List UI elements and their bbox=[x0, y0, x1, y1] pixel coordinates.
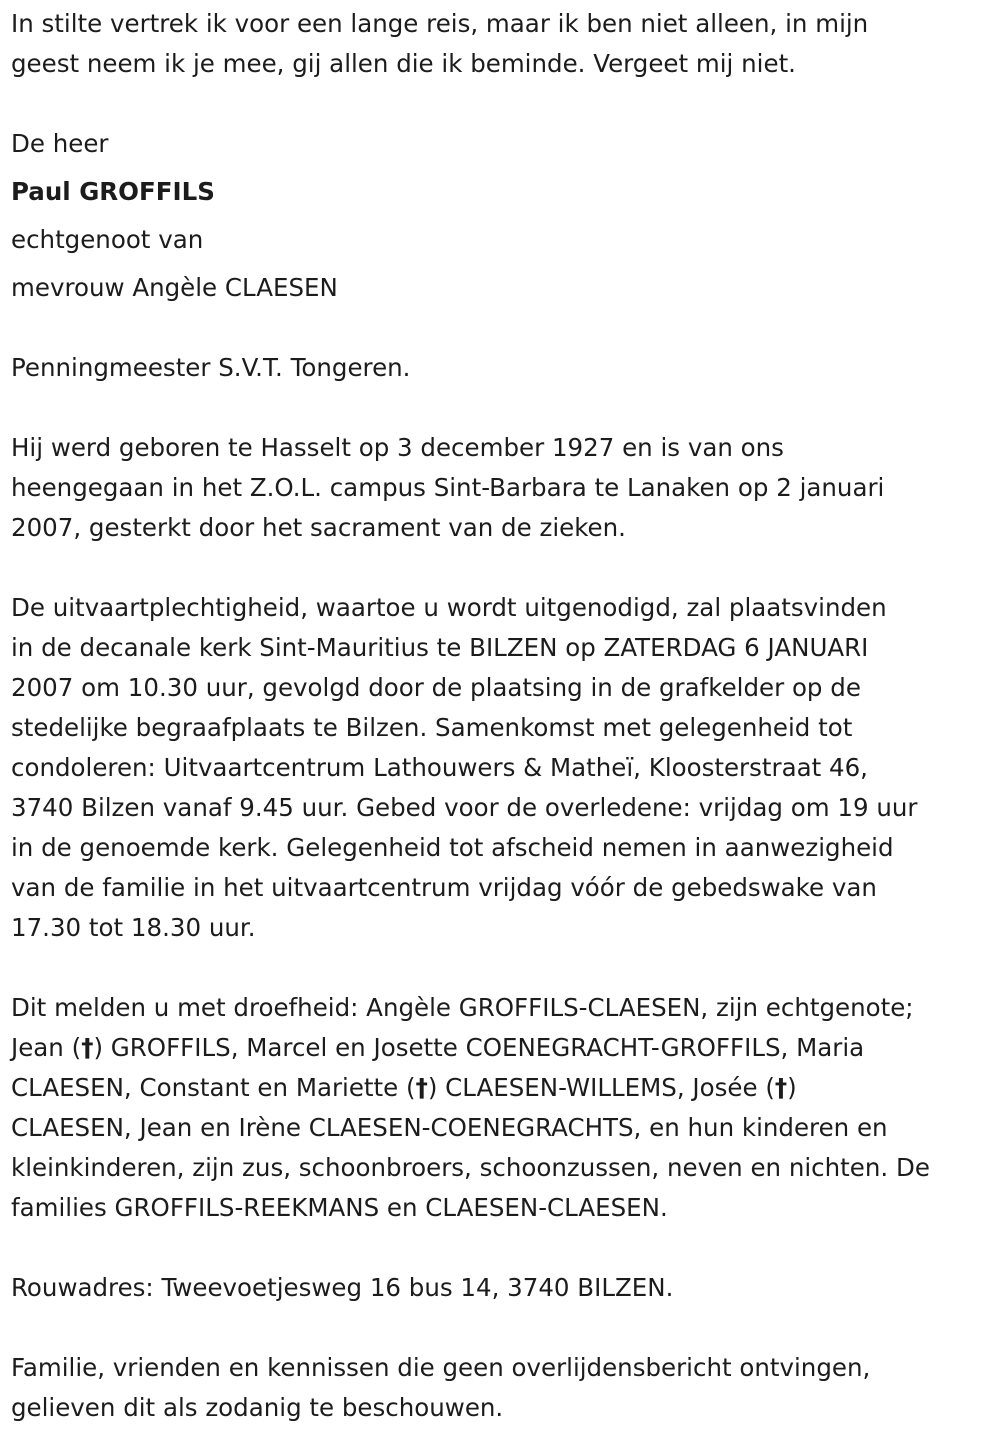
spacer bbox=[11, 84, 993, 124]
spacer bbox=[11, 308, 993, 348]
closing-line: gelieven dit als zodanig te beschouwen. bbox=[11, 1393, 504, 1422]
family-text: Jean ( bbox=[11, 1033, 82, 1062]
family-line: CLAESEN, Jean en Irène CLAESEN-COENEGRACHTS, en hun kinderen en bbox=[11, 1113, 888, 1142]
family-text: ) GROFFILS, Marcel en Josette COENEGRACHT-GROFFILS, Maria bbox=[93, 1033, 865, 1062]
salutation: De heer bbox=[11, 129, 109, 158]
cross-icon: † bbox=[774, 1073, 788, 1102]
ceremony-line: in de genoemde kerk. Gelegenheid tot afscheid nemen in aanwezigheid bbox=[11, 833, 894, 862]
spacer bbox=[11, 388, 993, 428]
family-line: Dit melden u met droefheid: Angèle GROFFILS-CLAESEN, zijn echtgenote; bbox=[11, 993, 914, 1022]
cross-icon: † bbox=[81, 1033, 94, 1062]
ceremony-line: in de decanale kerk Sint-Mauritius te BILZEN op ZATERDAG 6 JANUARI bbox=[11, 633, 869, 662]
family-line bbox=[11, 1028, 993, 1068]
family-line: families GROFFILS-REEKMANS en CLAESEN-CLAESEN. bbox=[11, 1193, 668, 1222]
birth-death-line: Hij werd geboren te Hasselt op 3 december 1927 en is van ons bbox=[11, 433, 784, 462]
spacer bbox=[11, 1228, 993, 1268]
spouse-name: mevrouw Angèle CLAESEN bbox=[11, 273, 338, 302]
role: Penningmeester S.V.T. Tongeren. bbox=[11, 353, 411, 382]
ceremony-line: 17.30 tot 18.30 uur. bbox=[11, 913, 256, 942]
ceremony-line: 2007 om 10.30 uur, gevolgd door de plaatsing in de grafkelder op de bbox=[11, 673, 861, 702]
birth-death-line: 2007, gesterkt door het sacrament van de zieken. bbox=[11, 513, 626, 542]
family-text: ) bbox=[787, 1073, 797, 1102]
family-text: ) CLAESEN-WILLEMS, Josée ( bbox=[427, 1073, 775, 1102]
ceremony-line: De uitvaartplechtigheid, waartoe u wordt uitgenodigd, zal plaatsvinden bbox=[11, 593, 887, 622]
closing-line: Familie, vrienden en kennissen die geen overlijdensbericht ontvingen, bbox=[11, 1353, 871, 1382]
ceremony-line: 3740 Bilzen vanaf 9.45 uur. Gebed voor de overledene: vrijdag om 19 uur bbox=[11, 793, 918, 822]
family-line: kleinkinderen, zijn zus, schoonbroers, schoonzussen, neven en nichten. De bbox=[11, 1153, 930, 1182]
mourning-address: Rouwadres: Tweevoetjesweg 16 bus 14, 3740 BILZEN. bbox=[11, 1273, 674, 1302]
ceremony-line: van de familie in het uitvaartcentrum vrijdag vóór de gebedswake van bbox=[11, 873, 877, 902]
closing-paragraph bbox=[11, 1348, 993, 1428]
birth-death-line: heengegaan in het Z.O.L. campus Sint-Barbara te Lanaken op 2 januari bbox=[11, 473, 885, 502]
spacer bbox=[11, 1308, 993, 1348]
cross-icon: † bbox=[415, 1073, 428, 1102]
ceremony-line: stedelijke begraafplaats te Bilzen. Samenkomst met gelegenheid tot bbox=[11, 713, 853, 742]
spacer bbox=[11, 164, 993, 172]
family-paragraph bbox=[11, 988, 993, 1228]
family-line bbox=[11, 1068, 993, 1108]
ceremony-line: condoleren: Uitvaartcentrum Lathouwers & Matheï, Kloosterstraat 46, bbox=[11, 753, 868, 782]
intro-line: geest neem ik je mee, gij allen die ik beminde. Vergeet mij niet. bbox=[11, 49, 796, 78]
birth-death-paragraph bbox=[11, 428, 993, 548]
intro-line: In stilte vertrek ik voor een lange reis, maar ik ben niet alleen, in mijn bbox=[11, 9, 869, 38]
spacer bbox=[11, 212, 993, 220]
ceremony-paragraph bbox=[11, 588, 993, 948]
spacer bbox=[11, 548, 993, 588]
deceased-name: Paul GROFFILS bbox=[11, 177, 215, 206]
intro-paragraph bbox=[11, 4, 993, 84]
obituary-document bbox=[11, 4, 993, 1428]
relation: echtgenoot van bbox=[11, 225, 204, 254]
spacer bbox=[11, 948, 993, 988]
family-text: CLAESEN, Constant en Mariette ( bbox=[11, 1073, 416, 1102]
spacer bbox=[11, 260, 993, 268]
